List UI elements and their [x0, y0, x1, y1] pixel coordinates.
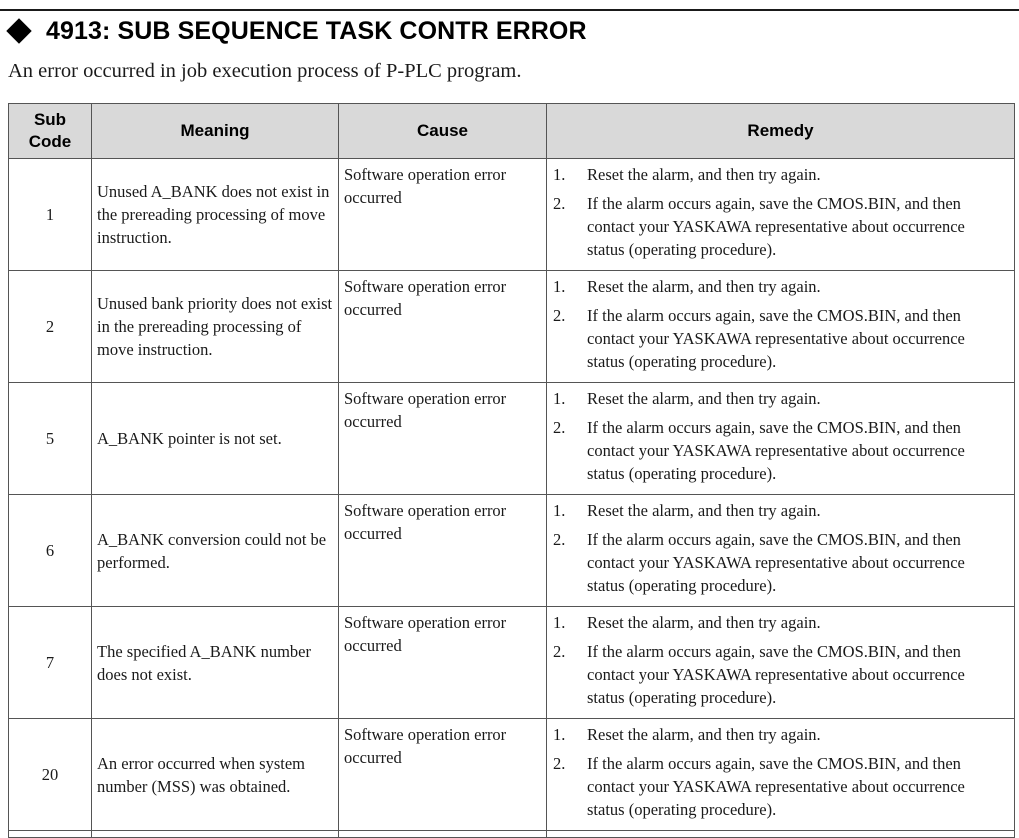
step-text: If the alarm occurs again, save the CMOS.BIN, and then contact your YASKAWA representative about occurrence status (operating procedure). [587, 642, 965, 707]
meaning-cell: The specified A_BANK number does not exist. [92, 607, 339, 719]
sub-code-cell: 2 [9, 271, 92, 383]
meaning-cell: Unused bank priority does not exist in the prereading processing of move instruction. [92, 271, 339, 383]
table-row [9, 383, 1015, 495]
header-remedy: Remedy [547, 104, 1015, 159]
empty-cell [92, 831, 339, 838]
step-text: Reset the alarm, and then try again. [587, 389, 821, 408]
sub-code-cell: 20 [9, 719, 92, 831]
remedy-cell [547, 159, 1015, 271]
remedy-cell [547, 607, 1015, 719]
header-sub-code-line1: Sub [33, 110, 67, 129]
cause-cell: Software operation error occurred [339, 495, 547, 607]
remedy-step [553, 723, 1006, 746]
error-table [8, 103, 1015, 838]
cause-cell: Software operation error occurred [339, 719, 547, 831]
step-text: Reset the alarm, and then try again. [587, 613, 821, 632]
sub-code-cell: 7 [9, 607, 92, 719]
remedy-step [553, 192, 1006, 261]
step-number: 2. [553, 306, 566, 325]
remedy-step [553, 752, 1006, 821]
meaning-cell: A_BANK pointer is not set. [92, 383, 339, 495]
step-number: 1. [553, 725, 566, 744]
cause-cell: Software operation error occurred [339, 159, 547, 271]
header-sub-code [9, 104, 92, 159]
remedy-step [553, 611, 1006, 634]
meaning-cell: A_BANK conversion could not be performed. [92, 495, 339, 607]
step-number: 1. [553, 277, 566, 296]
remedy-step [553, 387, 1006, 410]
diamond-bullet-icon [6, 18, 31, 43]
header-cause: Cause [339, 104, 547, 159]
table-row-partial [9, 831, 1015, 838]
table-row [9, 159, 1015, 271]
table-row [9, 607, 1015, 719]
meaning-cell: An error occurred when system number (MSS) was obtained. [92, 719, 339, 831]
heading-title: 4913: SUB SEQUENCE TASK CONTR ERROR [46, 16, 587, 45]
step-number: 1. [553, 501, 566, 520]
remedy-step [553, 640, 1006, 709]
step-number: 2. [553, 530, 566, 549]
step-text: If the alarm occurs again, save the CMOS.BIN, and then contact your YASKAWA representative about occurrence status (operating procedure). [587, 194, 965, 259]
step-text: Reset the alarm, and then try again. [587, 501, 821, 520]
step-number: 2. [553, 642, 566, 661]
table-row [9, 495, 1015, 607]
step-number: 1. [553, 165, 566, 184]
step-number: 1. [553, 389, 566, 408]
remedy-step [553, 275, 1006, 298]
remedy-step [553, 416, 1006, 485]
sub-code-cell: 1 [9, 159, 92, 271]
step-text: If the alarm occurs again, save the CMOS.BIN, and then contact your YASKAWA representative about occurrence status (operating procedure). [587, 530, 965, 595]
cause-cell: Software operation error occurred [339, 383, 547, 495]
cause-cell: Software operation error occurred [339, 607, 547, 719]
table-header-row [9, 104, 1015, 159]
empty-cell [339, 831, 547, 838]
step-text: Reset the alarm, and then try again. [587, 725, 821, 744]
top-rule [0, 9, 1019, 11]
remedy-step [553, 528, 1006, 597]
header-sub-code-line2: Code [28, 132, 72, 151]
table-row [9, 271, 1015, 383]
meaning-cell: Unused A_BANK does not exist in the prereading processing of move instruction. [92, 159, 339, 271]
step-text: If the alarm occurs again, save the CMOS.BIN, and then contact your YASKAWA representative about occurrence status (operating procedure). [587, 306, 965, 371]
step-number: 2. [553, 194, 566, 213]
remedy-step [553, 499, 1006, 522]
remedy-cell [547, 383, 1015, 495]
sub-code-cell: 6 [9, 495, 92, 607]
cause-cell: Software operation error occurred [339, 271, 547, 383]
sub-code-cell: 5 [9, 383, 92, 495]
remedy-cell [547, 271, 1015, 383]
header-meaning: Meaning [92, 104, 339, 159]
step-text: If the alarm occurs again, save the CMOS.BIN, and then contact your YASKAWA representative about occurrence status (operating procedure). [587, 754, 965, 819]
step-number: 1. [553, 613, 566, 632]
remedy-cell [547, 495, 1015, 607]
step-number: 2. [553, 418, 566, 437]
empty-cell [9, 831, 92, 838]
remedy-step [553, 163, 1006, 186]
empty-cell [547, 831, 1015, 838]
section-heading [6, 14, 587, 48]
remedy-step [553, 304, 1006, 373]
step-text: Reset the alarm, and then try again. [587, 165, 821, 184]
step-number: 2. [553, 754, 566, 773]
step-text: If the alarm occurs again, save the CMOS.BIN, and then contact your YASKAWA representative about occurrence status (operating procedure). [587, 418, 965, 483]
step-text: Reset the alarm, and then try again. [587, 277, 821, 296]
intro-text: An error occurred in job execution process of P-PLC program. [8, 60, 522, 82]
